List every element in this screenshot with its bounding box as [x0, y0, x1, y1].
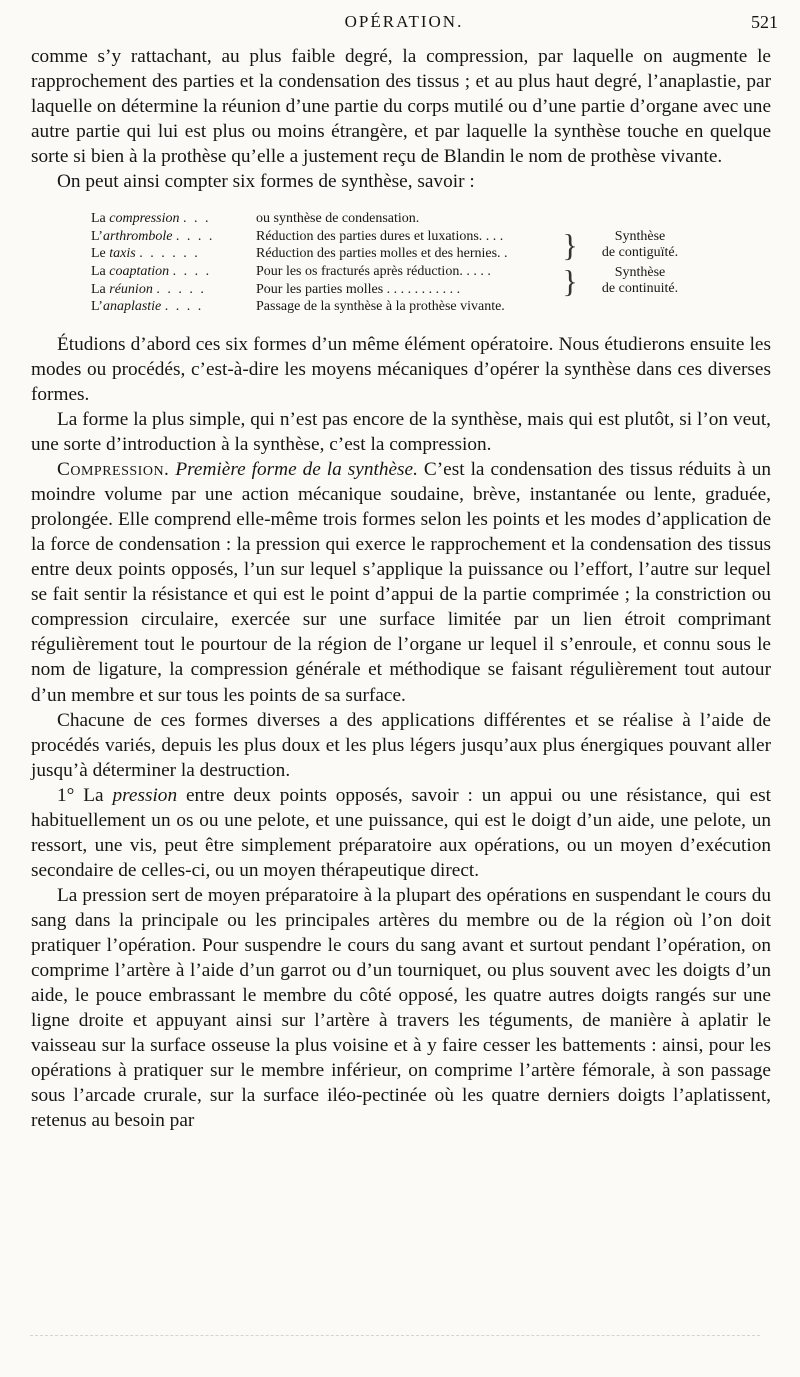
form-description: Pour les parties molles . . . . . . . . . . .: [256, 281, 461, 297]
table-row: [91, 263, 701, 281]
synthesis-forms-table: [91, 210, 701, 316]
paragraph-6: Chacune de ces formes diverses a des applications différentes et se réalise à l’aide de procédés variés, depuis les plus doux et les plus légers jusqu’aux plus énergiques pouvant aller jusqu’à déterminer la destruction.: [31, 709, 771, 781]
form-name: La compression . . .: [91, 211, 211, 227]
paragraph-3: Étudions d’abord ces six formes d’un même élément opératoire. Nous étudierons ensuite les modes ou procédés, c’est-à-dire les moyens mécaniques d’opérer la synthèse dans ces diverses formes.: [31, 333, 771, 405]
paragraph-1: comme s’y rattachant, au plus faible degré, la compression, par laquelle on augmente le rapprochement des parties et la condensation des tissus ; et au plus haut degré, l’anaplastie, par laquelle on détermine la réunion d’une partie du corps mutilé ou d’une partie d’organe avec une autre partie qui lui est plus ou moins étrangère, et par laquelle la synthèse touche en quelque sorte si bien à la prothèse qu’elle a justement reçu de Blandin le nom de prothèse vivante.: [31, 46, 771, 168]
table-row: [91, 298, 701, 316]
section-title: Première forme de la synthèse.: [175, 459, 418, 481]
brace-continuity: }: [562, 262, 578, 299]
page-bottom-marks: [30, 1335, 760, 1342]
form-name: L’arthrombole . . . .: [91, 228, 215, 244]
group-label-contiguity: Synthèse de contiguïté.: [601, 229, 679, 261]
paragraph-8: La pression sert de moyen préparatoire à la plupart des opérations en suspendant le cours du sang dans la principale ou les principales artères du membre ou de la région où l’on doit pratiquer l’opération. Pour suspendre le cours du sang avant et surtout pendant l’opération, on comprime l’artère à l’aide d’un garrot ou d’un tourniquet, ou plus souvent avec les doigts d’un aide, le pouce embrassant le membre du côté opposé, les quatre autres doigts rangés sur une ligne droite et appuyant ainsi sur l’artère à travers les téguments, de manière à aplatir le vaisseau sur la surface osseuse la plus voisine et à y faire cesser les battements : ainsi, pour les opérations à pratiquer sur le membre inférieur, on comprime l’artère fémorale, à son passage sous l’arcade crurale, sur la surface iléo-pectinée où les quatre derniers doigts l’aplatissent, retenus au besoin par: [31, 884, 771, 1132]
brace-contiguity: }: [562, 227, 578, 264]
form-description: Réduction des parties dures et luxations. . . .: [256, 228, 504, 244]
page-number: 521: [751, 12, 778, 32]
form-description: Passage de la synthèse à la prothèse vivante.: [256, 299, 505, 315]
form-name: La coaptation . . . .: [91, 264, 212, 280]
form-name: La réunion . . . . .: [91, 281, 206, 297]
form-description: ou synthèse de condensation.: [256, 211, 420, 227]
form-name: L’anaplastie . . . .: [91, 299, 204, 315]
paragraph-2: On peut ainsi compter six formes de synthèse, savoir :: [57, 171, 475, 193]
table-row: [91, 228, 701, 246]
item-number: 1°: [57, 784, 75, 806]
table-row: [91, 210, 701, 228]
form-description: Réduction des parties molles et des hernies. .: [256, 246, 508, 262]
paragraph-4: La forme la plus simple, qui n’est pas encore de la synthèse, mais qui est plutôt, si l’on veut, une sorte d’introduction à la synthèse, c’est la compression.: [31, 408, 771, 456]
paragraph-5: Compression. Première forme de la synthèse. C’est la condensation des tissus réduits à un moindre volume par une action mécanique soudaine, brève, instantanée ou lente, graduée, prolongée. Elle comprend elle-même trois formes selon les points et les modes d’application de la force de condensation : la pression qui exerce le rapprochement et la condensation des tissus entre deux points opposés, l’un sur lequel s’applique la puissance ou l’effort, l’autre sur lequel se fait sentir la résistance et qui est le point d’appui de la partie comprimée ; la constriction ou compression circulaire, exercée sur une surface limitée par un lien étroit comprimant régulièrement tout le pourtour de la région de l’organe ur lequel il s’enroule, et connu sous le nom de ligature, la compression générale et méthodique se faisant régulièrement tout autour d’un membre et sur tous les points de sa surface.: [31, 459, 771, 706]
group-label-continuity: Synthèse de continuité.: [601, 264, 679, 296]
page-header: [30, 8, 778, 38]
running-head: OPÉRATION.: [344, 12, 464, 31]
page-body: [31, 44, 771, 1133]
term-pression: pression: [112, 784, 178, 806]
form-name: Le taxis . . . . . .: [91, 246, 200, 262]
paragraph-7: 1° La pression entre deux points opposés, savoir : un appui ou une résistance, qui est habituellement un os ou une pelote, et une puissance, qui est le doigt d’un aide, une pelote, un ressort, une vis, peut être simplement préparatoire aux opérations, ou un moyen d’exécution secondaire de celles-ci, ou un moyen thérapeutique direct.: [31, 784, 772, 881]
section-label: Compression.: [57, 459, 170, 481]
form-description: Pour les os fracturés après réduction. . . . .: [256, 264, 491, 280]
